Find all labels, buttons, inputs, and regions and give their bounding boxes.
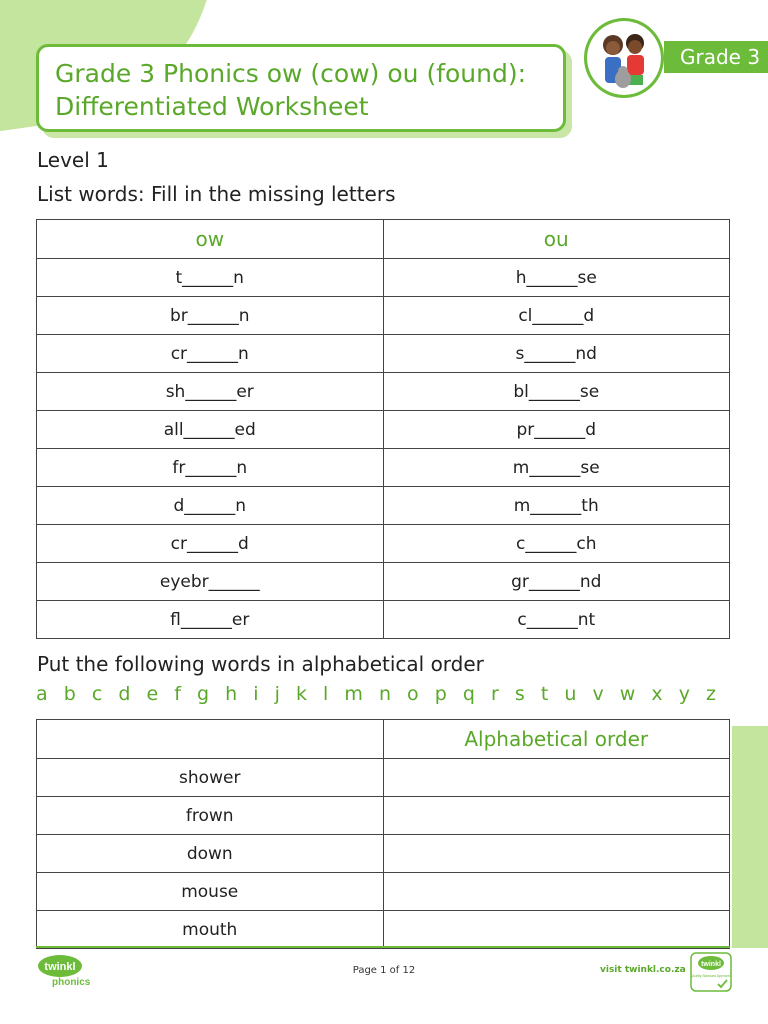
alphabet-letter: e bbox=[146, 683, 159, 705]
alphabet-letter: p bbox=[434, 683, 447, 705]
logo-top-text: twinkl bbox=[44, 961, 76, 973]
alphabet-letter: j bbox=[274, 683, 280, 705]
page-number: Page 1 of 12 bbox=[352, 965, 416, 976]
answer-cell[interactable] bbox=[383, 797, 730, 835]
mascot-children-image bbox=[584, 18, 664, 98]
alphabet-letter: t bbox=[540, 683, 549, 705]
alphabet-letter: w bbox=[619, 683, 636, 705]
table-row bbox=[37, 487, 730, 525]
word-cell: mouth bbox=[37, 911, 384, 949]
badge-text: Quality Standard Approved bbox=[690, 974, 732, 978]
table-row bbox=[37, 525, 730, 563]
alphabet-letter: g bbox=[197, 683, 210, 705]
word-cell: down bbox=[37, 835, 384, 873]
ou-word-cell[interactable]: gr______nd bbox=[383, 563, 730, 601]
alphabet-letter: d bbox=[118, 683, 131, 705]
alphabet-letter: b bbox=[63, 683, 76, 705]
word-cell: frown bbox=[37, 797, 384, 835]
alphabet-letter: s bbox=[514, 683, 525, 705]
alphabetical-order-table bbox=[36, 719, 730, 949]
ou-word-cell[interactable]: c______ch bbox=[383, 525, 730, 563]
table-row bbox=[37, 335, 730, 373]
table-row bbox=[37, 411, 730, 449]
column-header-ou: ou bbox=[383, 220, 730, 259]
ou-word-cell[interactable]: s______nd bbox=[383, 335, 730, 373]
ow-word-cell[interactable]: sh______er bbox=[37, 373, 384, 411]
ou-word-cell[interactable]: pr______d bbox=[383, 411, 730, 449]
ow-word-cell[interactable]: fr______n bbox=[37, 449, 384, 487]
ou-word-cell[interactable]: bl______se bbox=[383, 373, 730, 411]
answer-cell[interactable] bbox=[383, 873, 730, 911]
section2-instruction: Put the following words in alphabetical order bbox=[37, 652, 484, 676]
page-title-line2: Differentiated Worksheet bbox=[55, 92, 369, 121]
alphabet-letter: y bbox=[678, 683, 690, 705]
answer-cell[interactable] bbox=[383, 835, 730, 873]
ou-word-cell[interactable]: c______nt bbox=[383, 601, 730, 639]
section1-instruction: List words: Fill in the missing letters bbox=[37, 182, 396, 206]
alphabetical-order-header: Alphabetical order bbox=[383, 720, 730, 759]
ou-word-cell[interactable]: h______se bbox=[383, 259, 730, 297]
ou-word-cell[interactable]: m______th bbox=[383, 487, 730, 525]
table-row bbox=[37, 759, 730, 797]
alphabet-letter: f bbox=[174, 683, 181, 705]
grade-tab: Grade 3 bbox=[664, 41, 768, 73]
alphabet-letter: k bbox=[295, 683, 307, 705]
ow-word-cell[interactable]: t______n bbox=[37, 259, 384, 297]
ow-word-cell[interactable]: all______ed bbox=[37, 411, 384, 449]
alphabet-letter: h bbox=[225, 683, 238, 705]
ou-word-cell[interactable]: cl______d bbox=[383, 297, 730, 335]
page-title-line1: Grade 3 Phonics ow (cow) ou (found): bbox=[55, 59, 527, 88]
table-row bbox=[37, 873, 730, 911]
side-decoration bbox=[732, 726, 768, 948]
table-row bbox=[37, 601, 730, 639]
title-box bbox=[36, 44, 566, 132]
alphabet-strip bbox=[36, 683, 716, 705]
alphabet-letter: q bbox=[462, 683, 475, 705]
answer-cell[interactable] bbox=[383, 759, 730, 797]
quality-badge bbox=[690, 952, 732, 992]
alphabet-letter: v bbox=[592, 683, 604, 705]
table-row bbox=[37, 297, 730, 335]
badge-title: twinkl bbox=[701, 961, 721, 968]
table-row bbox=[37, 259, 730, 297]
missing-letters-table bbox=[36, 219, 730, 639]
ow-word-cell[interactable]: eyebr______ bbox=[37, 563, 384, 601]
word-column-header bbox=[37, 720, 384, 759]
footer-divider bbox=[36, 946, 730, 948]
ou-word-cell[interactable]: m______se bbox=[383, 449, 730, 487]
table-row bbox=[37, 797, 730, 835]
answer-cell[interactable] bbox=[383, 911, 730, 949]
alphabet-letter: z bbox=[706, 683, 716, 705]
alphabet-letter: o bbox=[407, 683, 419, 705]
level-label: Level 1 bbox=[37, 148, 109, 172]
alphabet-letter: x bbox=[651, 683, 663, 705]
ow-word-cell[interactable]: br______n bbox=[37, 297, 384, 335]
alphabet-letter: u bbox=[564, 683, 577, 705]
alphabet-letter: c bbox=[91, 683, 103, 705]
alphabet-letter: m bbox=[344, 683, 363, 705]
logo-bottom-text: phonics bbox=[52, 977, 91, 988]
ow-word-cell[interactable]: d______n bbox=[37, 487, 384, 525]
alphabet-letter: a bbox=[36, 683, 48, 705]
ow-word-cell[interactable]: cr______n bbox=[37, 335, 384, 373]
visit-link[interactable]: visit twinkl.co.za bbox=[600, 965, 686, 975]
alphabet-letter: i bbox=[253, 683, 259, 705]
column-header-ow: ow bbox=[37, 220, 384, 259]
table-row bbox=[37, 911, 730, 949]
table-row bbox=[37, 835, 730, 873]
alphabet-letter: n bbox=[378, 683, 391, 705]
table-row bbox=[37, 563, 730, 601]
table-row bbox=[37, 449, 730, 487]
table-row bbox=[37, 373, 730, 411]
word-cell: mouse bbox=[37, 873, 384, 911]
alphabet-letter: l bbox=[323, 683, 329, 705]
ow-word-cell[interactable]: cr______d bbox=[37, 525, 384, 563]
ow-word-cell[interactable]: fl______er bbox=[37, 601, 384, 639]
alphabet-letter: r bbox=[490, 683, 499, 705]
word-cell: shower bbox=[37, 759, 384, 797]
